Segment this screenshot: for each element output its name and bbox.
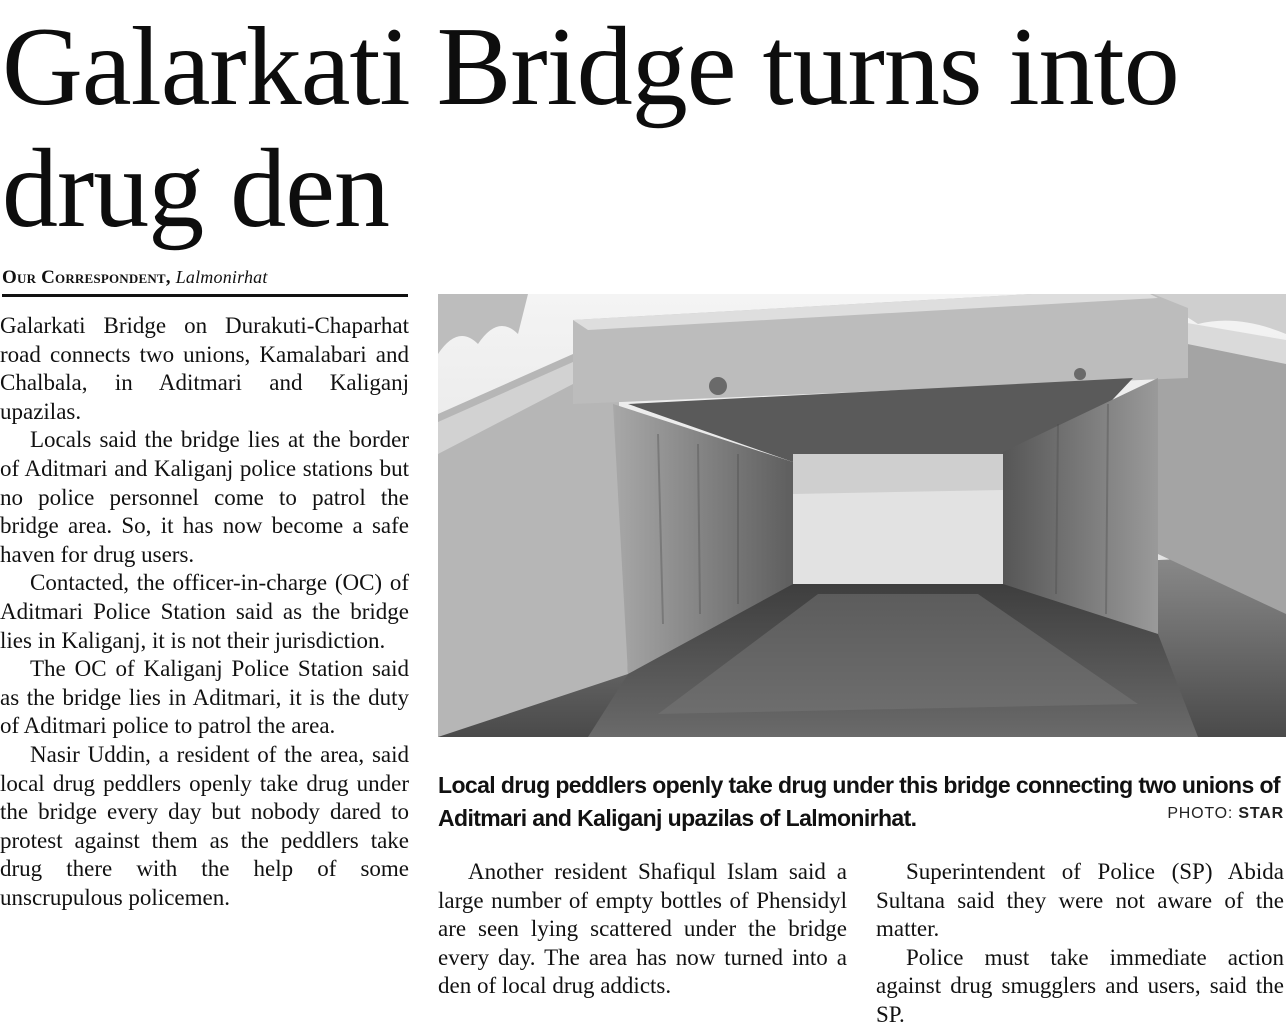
photo-caption: Local drug peddlers openly take drug under this bridge connecting two unions of Aditmari and Kaliganj upazilas of Lalmonirhat. (438, 772, 1280, 831)
paragraph: Nasir Uddin, a resident of the area, said local drug peddlers openly take drug under the bridge every day but nobody dared to protest against them as the peddlers take drug there with the help of some unscrupulous policemen. (0, 741, 409, 910)
paragraph: Galarkati Bridge on Durakuti-Chaparhat road connects two unions, Kamalabari and Chalbala, in Aditmari and Kaliganj upazilas. (0, 313, 409, 424)
paragraph: The OC of Kaliganj Police Station said as the bridge lies in Aditmari, it is the duty of Aditmari police to patrol the area. (0, 656, 409, 739)
paragraph: Contacted, the officer-in-charge (OC) of Aditmari Police Station said as the bridge lies in Kaliganj, it is not their jurisdiction. (0, 570, 409, 653)
photo-credit-label: PHOTO: (1167, 805, 1234, 822)
byline-author: Our Correspondent, (2, 267, 171, 288)
headline: Galarkati Bridge turns into drug den (2, 5, 1179, 251)
bridge-photo (438, 294, 1286, 737)
photo-credit-source: STAR (1238, 805, 1284, 822)
article-column-3 (876, 858, 1284, 1030)
byline (2, 264, 408, 297)
byline-location: Lalmonirhat (175, 267, 268, 287)
article-column-1 (0, 312, 409, 912)
paragraph: Another resident Shafiqul Islam said a large number of empty bottles of Phensidyl are seen lying scattered under the bridge every day. The area has now turned into a den of local drug addicts. (438, 859, 847, 999)
paragraph: Police must take immediate action against drug smugglers and users, said the SP. (876, 944, 1284, 1027)
paragraph: Superintendent of Police (SP) Abida Sultana said they were not aware of the matter. (876, 859, 1284, 942)
paragraph: Locals said the bridge lies at the border of Aditmari and Kaliganj police stations but no police personnel come to patrol the bridge area. So, it has now become a safe haven for drug users. (0, 427, 409, 567)
article-column-2 (438, 858, 847, 1001)
photo-credit (1167, 805, 1284, 823)
